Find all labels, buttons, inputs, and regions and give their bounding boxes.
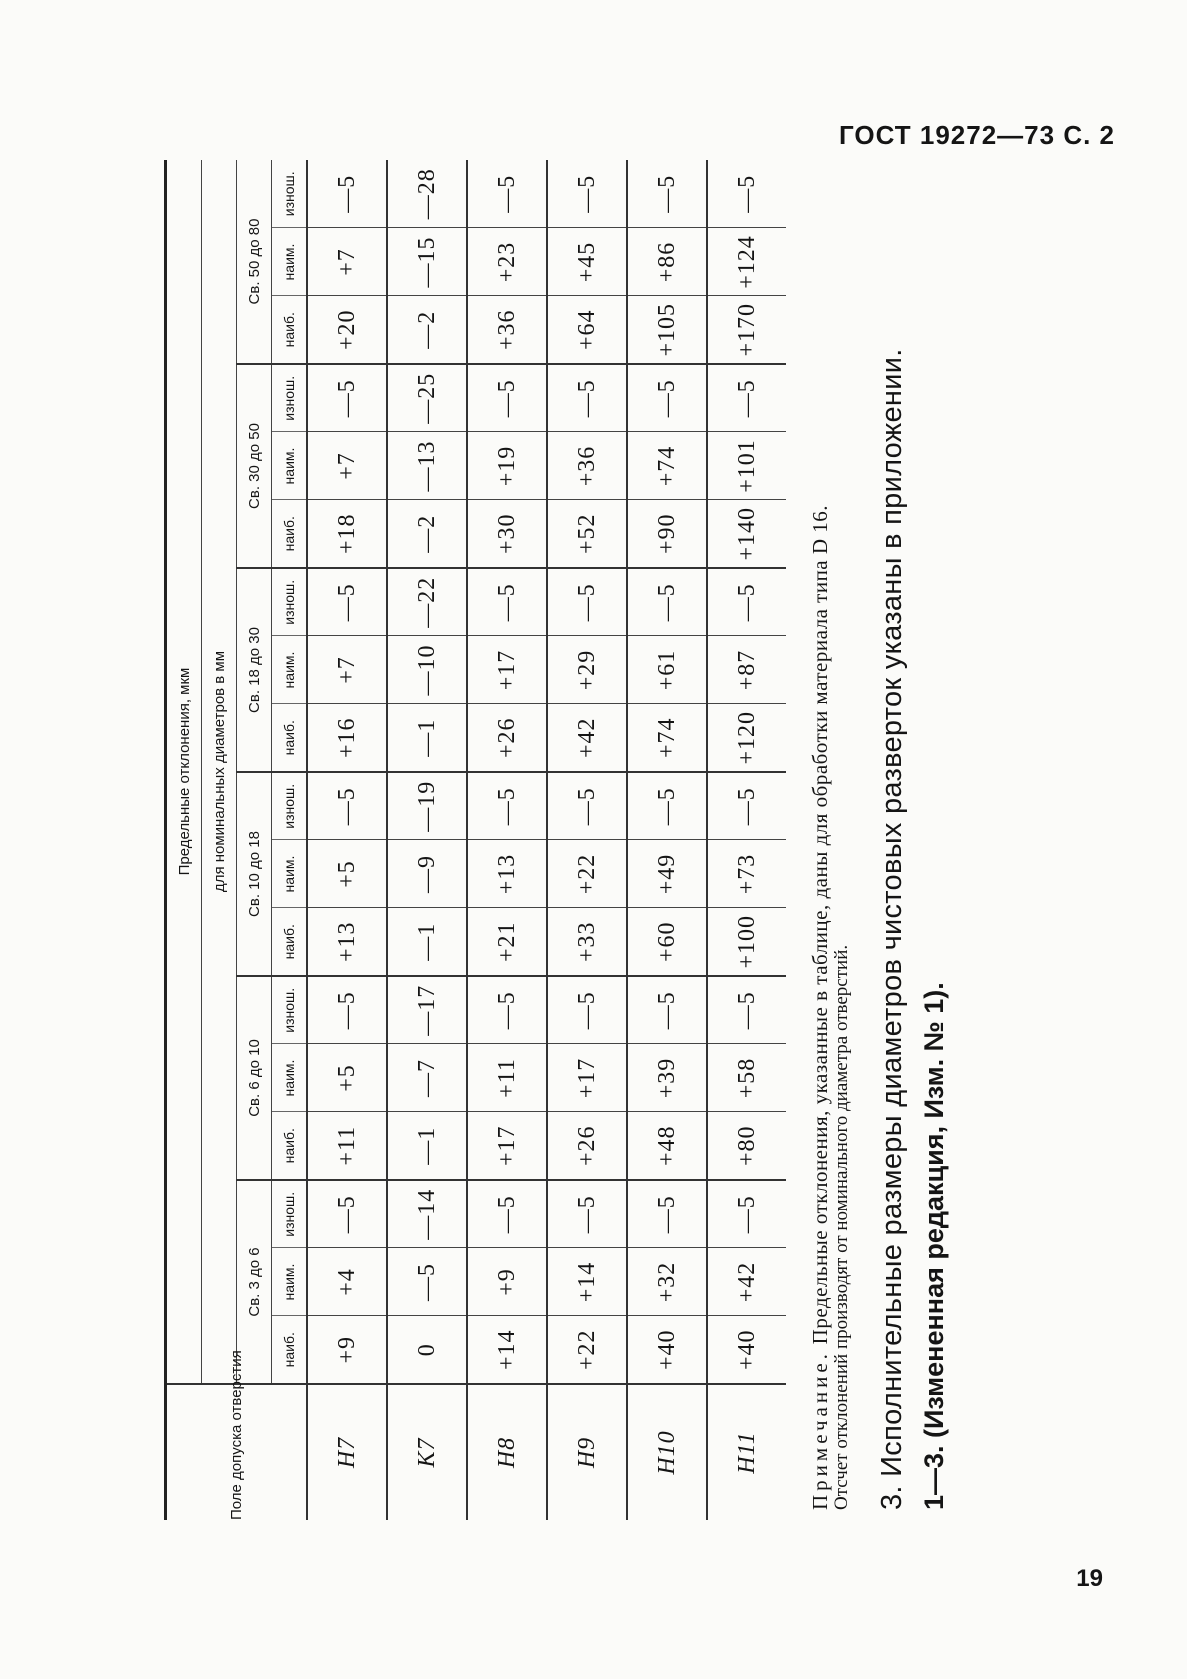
value-cell: +124 [707, 228, 786, 296]
value-cell: +9 [467, 1248, 547, 1316]
value-cell: +17 [467, 1112, 547, 1180]
value-cell: +48 [627, 1112, 707, 1180]
value-cell: +17 [467, 636, 547, 704]
value-cell: —2 [387, 500, 467, 568]
value-cell: +7 [307, 228, 387, 296]
value-cell: —10 [387, 636, 467, 704]
sub-header: изнош. [272, 772, 308, 840]
value-cell: +16 [307, 704, 387, 772]
value-cell: +74 [627, 704, 707, 772]
field-cell: K7 [387, 1384, 467, 1520]
value-cell: —19 [387, 772, 467, 840]
sub-header: наиб. [272, 500, 308, 568]
value-cell: —15 [387, 228, 467, 296]
value-cell: +11 [307, 1112, 387, 1180]
sub-header: наим. [272, 840, 308, 908]
value-cell: +100 [707, 908, 786, 976]
value-cell: +45 [547, 228, 627, 296]
note-label: Примечание. [808, 1350, 832, 1510]
value-cell: +61 [627, 636, 707, 704]
value-cell: +5 [307, 1044, 387, 1112]
field-cell: H10 [627, 1384, 707, 1520]
range-header: Св. 3 до 6 [237, 1180, 272, 1384]
sub-header: изнош. [272, 1180, 308, 1248]
value-cell: —2 [387, 296, 467, 364]
value-cell: +19 [467, 432, 547, 500]
sub-header: наим. [272, 228, 308, 296]
sub-header: наиб. [272, 1112, 308, 1180]
sub-header: наим. [272, 432, 308, 500]
item-3: 3. Исполнительные размеры диаметров чистовых разверток указаны в приложении. [876, 348, 908, 1510]
value-cell: +32 [627, 1248, 707, 1316]
value-cell: +13 [307, 908, 387, 976]
value-cell: —5 [547, 568, 627, 636]
value-cell: +86 [627, 228, 707, 296]
value-cell: —5 [467, 1180, 547, 1248]
value-cell: —5 [707, 364, 786, 432]
value-cell: —5 [307, 1180, 387, 1248]
field-header: Поле допуска отверстия [166, 1384, 308, 1520]
value-cell: —13 [387, 432, 467, 500]
value-cell: —5 [547, 1180, 627, 1248]
value-cell: +52 [547, 500, 627, 568]
value-cell: +36 [547, 432, 627, 500]
value-cell: +74 [627, 432, 707, 500]
value-cell: —17 [387, 976, 467, 1044]
value-cell: +36 [467, 296, 547, 364]
note-text: Предельные отклонения, указанные в таблице, даны для обработки материала типа D 16. [808, 504, 832, 1345]
value-cell: —25 [387, 364, 467, 432]
value-cell: —5 [307, 976, 387, 1044]
sub-header: изнош. [272, 364, 308, 432]
value-cell: +14 [547, 1248, 627, 1316]
value-cell: +40 [627, 1316, 707, 1384]
value-cell: +49 [627, 840, 707, 908]
note-paragraph [808, 160, 832, 1510]
sub-header: наим. [272, 1248, 308, 1316]
rotated-content [164, 160, 1024, 1520]
value-cell: —5 [467, 568, 547, 636]
field-cell: H9 [547, 1384, 627, 1520]
amendment-note: 1—3. (Измененная редакция, Изм. № 1). [919, 982, 949, 1510]
sub-header: изнош. [272, 160, 308, 228]
value-cell: +58 [707, 1044, 786, 1112]
value-cell: +120 [707, 704, 786, 772]
table-row [627, 160, 707, 1520]
value-cell: +140 [707, 500, 786, 568]
table-row [387, 160, 467, 1520]
value-cell: +40 [707, 1316, 786, 1384]
value-cell: +60 [627, 908, 707, 976]
value-cell: +17 [547, 1044, 627, 1112]
document-header: ГОСТ 19272—73 С. 2 [839, 120, 1115, 150]
deviation-header: Предельные отклонения, мкм [166, 160, 202, 1384]
value-cell: +64 [547, 296, 627, 364]
value-cell: —7 [387, 1044, 467, 1112]
value-cell: —5 [627, 568, 707, 636]
table-body [307, 160, 786, 1520]
range-header: Св. 50 до 80 [237, 160, 272, 364]
sub-header: наиб. [272, 704, 308, 772]
value-cell: +80 [707, 1112, 786, 1180]
value-cell: —5 [627, 772, 707, 840]
value-cell: +5 [307, 840, 387, 908]
table-row [307, 160, 387, 1520]
value-cell: —5 [547, 772, 627, 840]
range-header-row [237, 160, 272, 1520]
field-cell: H11 [707, 1384, 786, 1520]
range-header: Св. 18 до 30 [237, 568, 272, 772]
value-cell: +105 [627, 296, 707, 364]
value-cell: +11 [467, 1044, 547, 1112]
value-cell: +42 [707, 1248, 786, 1316]
value-cell: —5 [547, 364, 627, 432]
range-header: Св. 10 до 18 [237, 772, 272, 976]
deviation-table [164, 160, 786, 1520]
value-cell: —5 [707, 160, 786, 228]
value-cell: —5 [307, 772, 387, 840]
value-cell: —14 [387, 1180, 467, 1248]
value-cell: —1 [387, 908, 467, 976]
sub-header: наиб. [272, 1316, 308, 1384]
sub-header: наим. [272, 636, 308, 704]
sub-header: наиб. [272, 908, 308, 976]
value-cell: —5 [707, 1180, 786, 1248]
field-cell: H7 [307, 1384, 387, 1520]
value-cell: +22 [547, 840, 627, 908]
value-cell: —5 [707, 976, 786, 1044]
value-cell: +39 [627, 1044, 707, 1112]
value-cell: —5 [467, 772, 547, 840]
value-cell: —5 [627, 160, 707, 228]
value-cell: +26 [467, 704, 547, 772]
value-cell: —5 [707, 568, 786, 636]
value-cell: +30 [467, 500, 547, 568]
value-cell: +18 [307, 500, 387, 568]
value-cell: —9 [387, 840, 467, 908]
value-cell: +14 [467, 1316, 547, 1384]
value-cell: +101 [707, 432, 786, 500]
range-header: Св. 30 до 50 [237, 364, 272, 568]
value-cell: —5 [627, 1180, 707, 1248]
note-text-2: Отсчет отклонений производят от номинального диаметра отверстий. [831, 944, 852, 1510]
value-cell: —5 [307, 568, 387, 636]
value-cell: —5 [627, 364, 707, 432]
value-cell: —5 [467, 976, 547, 1044]
table-row [707, 160, 786, 1520]
value-cell: —5 [467, 160, 547, 228]
value-cell: +7 [307, 636, 387, 704]
page-number: 19 [1076, 1565, 1103, 1592]
value-cell: +13 [467, 840, 547, 908]
value-cell: —5 [547, 160, 627, 228]
value-cell: +21 [467, 908, 547, 976]
value-cell: —5 [467, 364, 547, 432]
value-cell: —1 [387, 704, 467, 772]
value-cell: +33 [547, 908, 627, 976]
table-row [467, 160, 547, 1520]
value-cell: 0 [387, 1316, 467, 1384]
value-cell: —5 [707, 772, 786, 840]
value-cell: —22 [387, 568, 467, 636]
sub-header: наим. [272, 1044, 308, 1112]
value-cell: +22 [547, 1316, 627, 1384]
sub-header: наиб. [272, 296, 308, 364]
value-cell: +42 [547, 704, 627, 772]
value-cell: +29 [547, 636, 627, 704]
value-cell: —28 [387, 160, 467, 228]
value-cell: +4 [307, 1248, 387, 1316]
value-cell: +23 [467, 228, 547, 296]
value-cell: —5 [307, 160, 387, 228]
value-cell: +7 [307, 432, 387, 500]
sub-header: изнош. [272, 568, 308, 636]
value-cell: —5 [307, 364, 387, 432]
value-cell: +170 [707, 296, 786, 364]
sub-header: изнош. [272, 976, 308, 1044]
value-cell: +87 [707, 636, 786, 704]
value-cell: +20 [307, 296, 387, 364]
subheader-row [272, 160, 308, 1520]
range-header: Св. 6 до 10 [237, 976, 272, 1180]
value-cell: —5 [547, 976, 627, 1044]
value-cell: +9 [307, 1316, 387, 1384]
value-cell: —5 [627, 976, 707, 1044]
value-cell: +26 [547, 1112, 627, 1180]
value-cell: —5 [387, 1248, 467, 1316]
field-cell: H8 [467, 1384, 547, 1520]
diameter-header: для номинальных диаметров в мм [202, 160, 237, 1384]
value-cell: +90 [627, 500, 707, 568]
table-row [547, 160, 627, 1520]
value-cell: +73 [707, 840, 786, 908]
value-cell: —1 [387, 1112, 467, 1180]
notes [808, 160, 950, 1520]
